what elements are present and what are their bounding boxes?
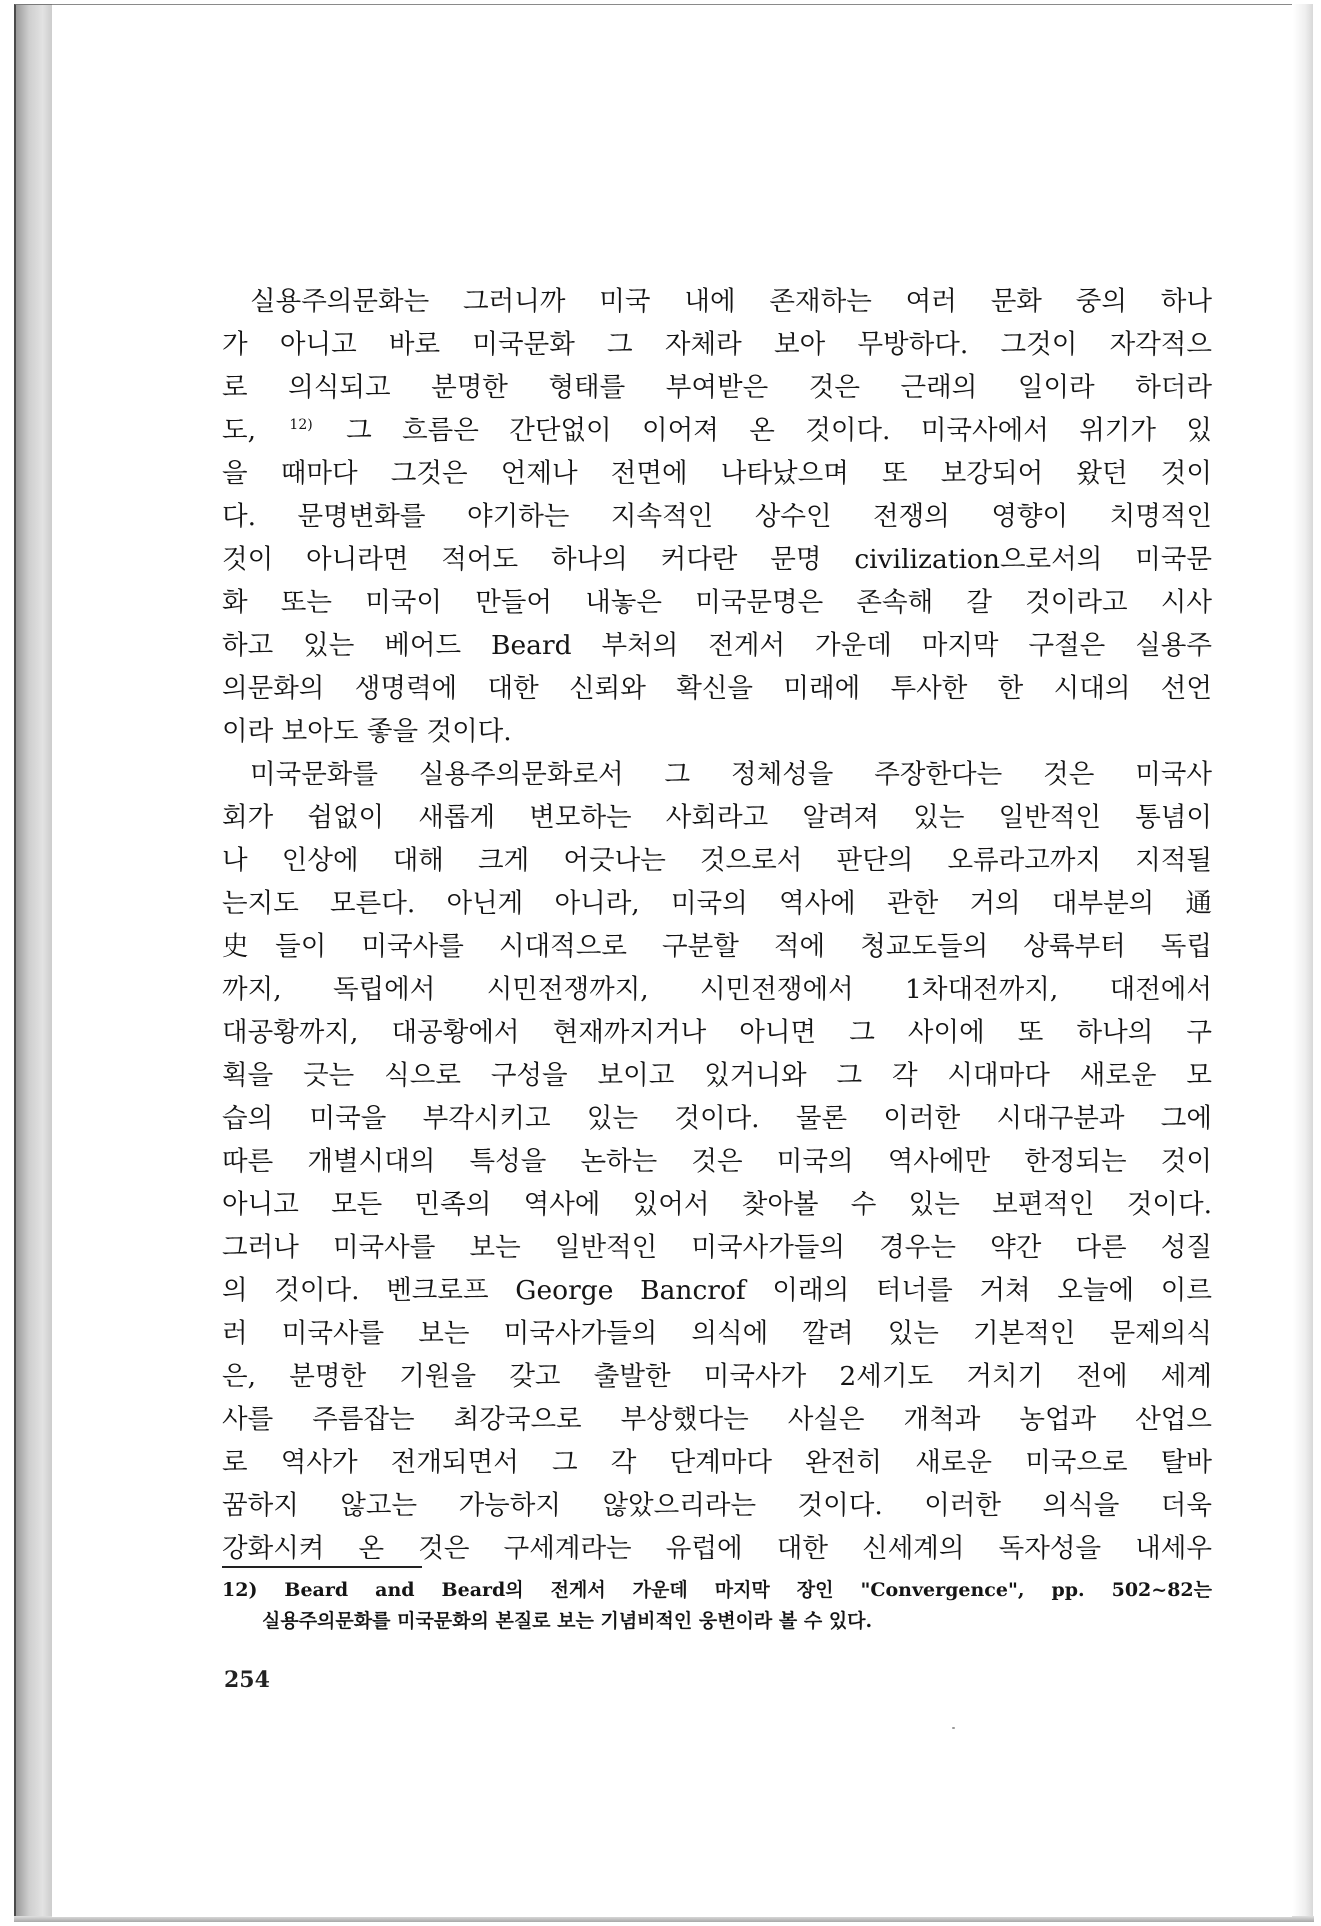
text-line: 그러나 미국사를 보는 일반적인 미국사가들의 경우는 약간 다른 성질 <box>222 1232 1212 1263</box>
text-line: 미국문화를 실용주의문화로서 그 정체성을 주장한다는 것은 미국사 <box>250 759 1212 790</box>
text-line: 대공황까지, 대공황에서 현재까지거나 아니면 그 사이에 또 하나의 구 <box>222 1017 1212 1048</box>
text-line: 는지도 모른다. 아닌게 아니라, 미국의 역사에 관한 거의 대부분의 通 <box>222 888 1212 919</box>
footnote-line: 실용주의문화를 미국문화의 본질로 보는 기념비적인 웅변이라 볼 수 있다. <box>262 1610 873 1632</box>
text-fragment: 그 흐름은 간단없이 이어져 온 것이다. 미국사에서 위기가 있 <box>315 415 1212 446</box>
text-line: 따른 개별시대의 특성을 논하는 것은 미국의 역사에만 한정되는 것이 <box>222 1146 1212 1177</box>
text-line: 러 미국사를 보는 미국사가들의 의식에 깔려 있는 기본적인 문제의식 <box>222 1318 1212 1349</box>
text-line: 것이 아니라면 적어도 하나의 커다란 문명 civilization으로서의 미국문 <box>222 544 1212 575</box>
text-line: 은, 분명한 기원을 갖고 출발한 미국사가 2세기도 거치기 전에 세계 <box>222 1361 1212 1392</box>
footnote-line: 12) Beard and Beard의 전게서 가운데 마지막 장인 "Convergence", pp. 502~82는 <box>222 1579 1212 1601</box>
text-line: 습의 미국을 부각시키고 있는 것이다. 물론 이러한 시대구분과 그에 <box>222 1103 1212 1134</box>
text-line: 의문화의 생명력에 대한 신뢰와 확신을 미래에 투사한 한 시대의 선언 <box>222 673 1212 704</box>
scan-speck <box>952 1727 955 1729</box>
text-line: 이라 보아도 좋을 것이다. <box>222 716 512 747</box>
text-line: 로 역사가 전개되면서 그 각 단계마다 완전히 새로운 미국으로 탈바 <box>222 1447 1212 1478</box>
text-line: 을 때마다 그것은 언제나 전면에 나타났으며 또 보강되어 왔던 것이 <box>222 458 1212 489</box>
text-line: 사를 주름잡는 최강국으로 부상했다는 사실은 개척과 농업과 산업으 <box>222 1404 1212 1435</box>
text-line: 다. 문명변화를 야기하는 지속적인 상수인 전쟁의 영향이 치명적인 <box>222 501 1212 532</box>
text-line: 의 것이다. 벤크로프 George Bancrof 이래의 터너를 거쳐 오늘에 이르 <box>222 1275 1212 1306</box>
text-line: 가 아니고 바로 미국문화 그 자체라 보아 무방하다. 그것이 자각적으 <box>222 329 1212 360</box>
text-line: 까지, 독립에서 시민전쟁까지, 시민전쟁에서 1차대전까지, 대전에서 <box>222 974 1212 1005</box>
book-left-edge <box>14 4 54 1921</box>
text-line: 실용주의문화는 그러니까 미국 내에 존재하는 여러 문화 중의 하나 <box>250 286 1212 317</box>
book-page <box>52 4 1292 1917</box>
page-number: 254 <box>224 1667 270 1693</box>
footnote-divider <box>222 1566 422 1568</box>
text-line: 史들이 미국사를 시대적으로 구분할 적에 청교도들의 상륙부터 독립 <box>222 931 1212 962</box>
book-right-edge <box>1293 4 1313 1918</box>
text-line: 화 또는 미국이 만들어 내놓은 미국문명은 존속해 갈 것이라고 시사 <box>222 587 1212 618</box>
text-line: 획을 긋는 식으로 구성을 보이고 있거니와 그 각 시대마다 새로운 모 <box>222 1060 1212 1091</box>
body-text <box>222 280 1212 1570</box>
text-line: 로 의식되고 분명한 형태를 부여받은 것은 근래의 일이라 하더라 <box>222 372 1212 403</box>
text-line: 회가 쉼없이 새롭게 변모하는 사회라고 알려져 있는 일반적인 통념이 <box>222 802 1212 833</box>
text-fragment: 도, <box>222 415 287 446</box>
text-line: 하고 있는 베어드 Beard 부처의 전게서 가운데 마지막 구절은 실용주 <box>222 630 1212 661</box>
text-line: 강화시켜 온 것은 구세계라는 유럽에 대한 신세계의 독자성을 내세우 <box>222 1533 1212 1564</box>
text-line-with-note-ref <box>222 409 1212 452</box>
text-line: 나 인상에 대해 크게 어긋나는 것으로서 판단의 오류라고까지 지적될 <box>222 845 1212 876</box>
footnote-reference: 12) <box>289 417 313 433</box>
footnote <box>222 1575 1212 1637</box>
text-line: 꿈하지 않고는 가능하지 않았으리라는 것이다. 이러한 의식을 더욱 <box>222 1490 1212 1521</box>
text-line: 아니고 모든 민족의 역사에 있어서 찾아볼 수 있는 보편적인 것이다. <box>222 1189 1212 1220</box>
